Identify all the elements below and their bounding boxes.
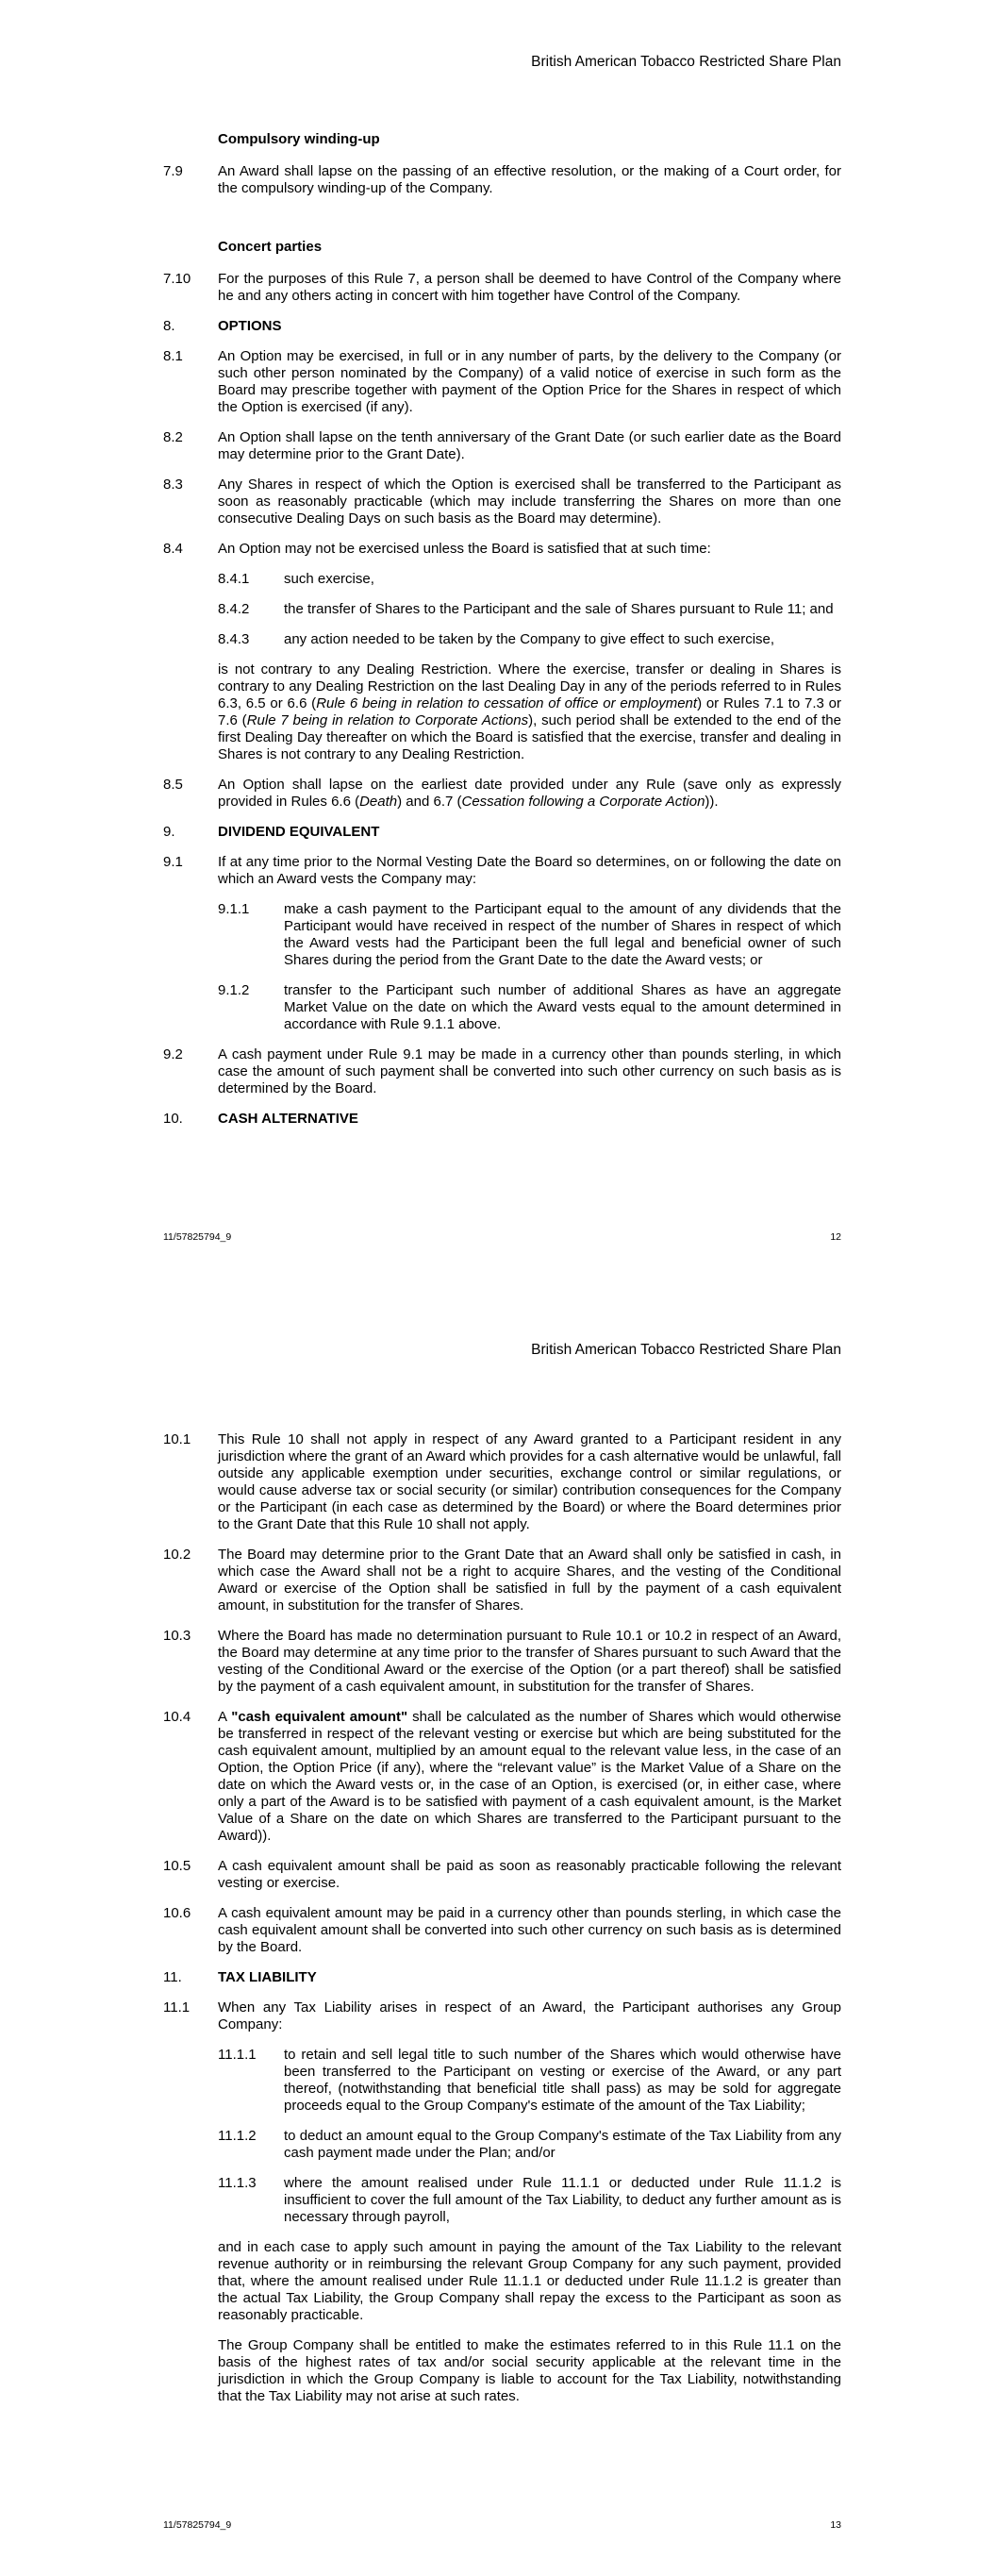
rule-text: An Award shall lapse on the passing of an effective resolution, or the making of a Court order, for the compulsory winding-up of the Company.: [218, 163, 841, 196]
section-heading-tax-liability: [163, 1969, 841, 1986]
rule-text: Where the Board has made no determination pursuant to Rule 10.1 or 10.2 in respect of an Award, the Board may determine at any time prior to the transfer of Shares pursuant to such Award that the vesting of the Conditional Award or the exercise of the Option (or a part thereof) shall be satisfied by the payment of a cash equivalent amount, in substitution for the transfer of Shares.: [218, 1628, 841, 1695]
rule-number: 10.6: [163, 1905, 191, 1921]
section-number: 9.: [163, 824, 175, 840]
rule-8-4-continuation: [218, 661, 841, 763]
rule-10-2: [163, 1547, 841, 1614]
section-title: OPTIONS: [218, 318, 282, 334]
text-run: )).: [705, 794, 719, 810]
sub-rule-text: the transfer of Shares to the Participant and the sale of Shares pursuant to Rule 11; and: [284, 601, 834, 617]
rule-8-3: [163, 477, 841, 527]
section-heading-options: [163, 318, 841, 335]
footer-document-reference: 11/57825794_9: [163, 1231, 232, 1243]
rule-number: 7.9: [163, 163, 183, 179]
rule-text: When any Tax Liability arises in respect of an Award, the Participant authorises any Group Company:: [218, 1999, 841, 2032]
rule-number: 10.2: [163, 1547, 191, 1563]
section-heading-dividend-equivalent: [163, 824, 841, 841]
rule-number: 11.1: [163, 1999, 191, 2016]
rule-8-4-1: [218, 571, 841, 588]
sub-heading-concert-parties: Concert parties: [218, 239, 323, 255]
rule-text: [218, 1709, 841, 1845]
text-run: ) and 6.7 (: [397, 794, 462, 810]
rule-8-2: [163, 429, 841, 463]
rule-text: This Rule 10 shall not apply in respect of any Award granted to a Participant resident in any jurisdiction where the grant of an Award which provides for a cash alternative would be unlawful, fall outside any applicable exemption under securities, exchange control or similar regulations, or would cause adverse tax or social security (or similar) contribution consequences for the Company or the Participant (in each case as determined by the Board) or where the Board determines prior to the Grant Date that this Rule 10 shall not apply.: [218, 1431, 841, 1532]
rule-8-4-3: [218, 631, 841, 648]
rule-10-3: [163, 1628, 841, 1696]
rule-9-1: [163, 854, 841, 888]
footer-document-reference: 11/57825794_9: [163, 2519, 232, 2531]
page-body: [163, 1431, 841, 2418]
sub-heading-compulsory-winding-up: Compulsory winding-up: [218, 131, 380, 147]
section-number: 11.: [163, 1969, 182, 1985]
rule-11-1-estimates-paragraph: The Group Company shall be entitled to make the estimates referred to in this Rule 11.1 on the basis of the highest rates of tax and/or social security applicable at the relevant time in the jurisdiction in which the Group Company is liable to account for the Tax Liability, notwithstanding that the Tax Liability may not arise at such rates.: [218, 2337, 841, 2404]
text-run: is not contrary to any Dealing Restriction. Where the exercise, transfer or dealing in Shares is contrary to any Dealing Restriction on the last Dealing Day in any of the periods referred to in Rules 6.3, 6.5 or 6.6 (: [218, 661, 841, 711]
rule-number: 8.5: [163, 777, 183, 793]
section-number: 10.: [163, 1111, 183, 1127]
rule-number: 9.1: [163, 854, 183, 870]
rule-text: An Option may not be exercised unless the Board is satisfied that at such time:: [218, 541, 711, 557]
rule-11-1-1: [218, 2047, 841, 2115]
text-run: A: [218, 1709, 232, 1725]
footer-page-number: 13: [830, 2519, 841, 2531]
page-header: British American Tobacco Restricted Share Plan: [531, 1342, 841, 1358]
defined-term: "cash equivalent amount": [231, 1709, 408, 1725]
sub-rule-number: 8.4.1: [218, 571, 250, 587]
sub-rule-text: to retain and sell legal title to such number of the Shares which would otherwise have been transferred to the Participant on vesting or exercise of the Award, or any part thereof, (notwithstanding that beneficial title shall pass) as may be sold for aggregate proceeds equal to the Group Company's estimate of the amount of the Tax Liability;: [284, 2047, 841, 2114]
rule-text: A cash payment under Rule 9.1 may be made in a currency other than pounds sterling, in which case the amount of such payment shall be converted into such other currency on such basis as is determined by the Board.: [218, 1046, 841, 1096]
rule-text: An Option shall lapse on the tenth anniversary of the Grant Date (or such earlier date as the Board may determine prior to the Grant Date).: [218, 429, 841, 462]
page-body: [163, 131, 841, 1141]
rule-text: An Option may be exercised, in full or in any number of parts, by the delivery to the Company (or such other person nominated by the Company) of a valid notice of exercise in such form as the Board may prescribe together with payment of the Option Price for the Shares in respect of which the Option is exercised (if any).: [218, 348, 841, 415]
text-run: ), such period shall be extended to the end of the first Dealing Day thereafter on which the Board is satisfied that the exercise, transfer and dealing in Shares is not contrary to any Dealing Restriction.: [218, 712, 841, 762]
rule-number: 8.4: [163, 541, 183, 557]
italic-run: Cessation following a Corporate Action: [461, 794, 705, 810]
sub-rule-text: any action needed to be taken by the Company to give effect to such exercise,: [284, 631, 775, 647]
rule-text: A cash equivalent amount may be paid in a currency other than pounds sterling, in which case the cash equivalent amount shall be converted into such other currency on such basis as is determined by the Board.: [218, 1905, 841, 1955]
rule-9-1-1: [218, 901, 841, 969]
section-heading-cash-alternative: [163, 1111, 841, 1128]
sub-rule-number: 8.4.3: [218, 631, 250, 647]
sub-rule-text: to deduct an amount equal to the Group Company's estimate of the Tax Liability from any cash payment made under the Plan; and/or: [284, 2128, 841, 2161]
rule-number: 10.3: [163, 1628, 191, 1644]
page-header: British American Tobacco Restricted Share Plan: [531, 54, 841, 70]
rule-8-4: [163, 541, 841, 558]
section-title: DIVIDEND EQUIVALENT: [218, 824, 380, 840]
rule-text: [218, 777, 841, 811]
sub-rule-number: 8.4.2: [218, 601, 250, 617]
rule-8-1: [163, 348, 841, 416]
section-title: CASH ALTERNATIVE: [218, 1111, 358, 1127]
sub-rule-text: such exercise,: [284, 571, 374, 587]
sub-rule-text: transfer to the Participant such number of additional Shares as have an aggregate Market Value on the date on which the Award vests equal to the amount determined in accordance with Rule 9.1.1 above.: [284, 982, 841, 1032]
rule-10-4: [163, 1709, 841, 1845]
italic-run: Rule 7 being in relation to Corporate Actions: [246, 712, 529, 728]
rule-number: 8.2: [163, 429, 183, 445]
rule-text: For the purposes of this Rule 7, a person shall be deemed to have Control of the Company where he and any others acting in concert with him together have Control of the Company.: [218, 271, 841, 304]
italic-run: Death: [359, 794, 398, 810]
text-run: ) or Rules 7.1 to 7.3 or 7.6 (: [218, 695, 841, 728]
sub-rule-number: 11.1.2: [218, 2128, 257, 2144]
rule-11-1-continuation: and in each case to apply such amount in paying the amount of the Tax Liability to the relevant revenue authority or in reimbursing the relevant Group Company for any such payment, provided that, where the amount realised under Rule 11.1.1 or deducted under Rule 11.1.2 is greater than the actual Tax Liability, the Group Company shall repay the excess to the Participant as soon as reasonably practicable.: [218, 2239, 841, 2323]
rule-text: A cash equivalent amount shall be paid as soon as reasonably practicable following the relevant vesting or exercise.: [218, 1858, 841, 1891]
text-run: An Option shall lapse on the earliest date provided under any Rule (save only as expressly provided in Rules 6.6 (: [218, 777, 841, 810]
rule-number: 8.1: [163, 348, 183, 364]
rule-number: 10.4: [163, 1709, 191, 1725]
rule-11-1: [163, 1999, 841, 2033]
text-run: shall be calculated as the number of Shares which would otherwise be transferred in respect of the relevant vesting or exercise but which are being substituted for the cash equivalent amount, multiplied by an amount equal to the relevant value less, in the case of an Option, the Option Price (if any), where the “relevant value” is the Market Value of a Share on the date on which the Award vests or, in the case of an Option, is exercised (or, in either case, where only a part of the Award is to be satisfied with payment of a cash equivalent amount, is the Market Value of a Share on the date on which Shares are transferred to the Participant pursuant to the Award)).: [218, 1709, 841, 1844]
rule-11-1-2: [218, 2128, 841, 2162]
footer-page-number: 12: [830, 1231, 841, 1243]
rule-number: 8.3: [163, 477, 183, 493]
sub-rule-number: 11.1.3: [218, 2175, 257, 2191]
rule-number: 9.2: [163, 1046, 183, 1062]
rule-10-5: [163, 1858, 841, 1892]
rule-number: 10.1: [163, 1431, 191, 1447]
rule-7-10: [163, 271, 841, 305]
rule-10-6: [163, 1905, 841, 1956]
rule-text: Any Shares in respect of which the Option is exercised shall be transferred to the Participant as soon as reasonably practicable (which may include transferring the Shares on more than one consecutive Dealing Days on such basis as the Board may determine).: [218, 477, 841, 527]
rule-9-2: [163, 1046, 841, 1097]
sub-rule-text: make a cash payment to the Participant equal to the amount of any dividends that the Participant would have received in respect of the number of Shares in respect of which the Award vests had the Participant been the full legal and beneficial owner of such Shares during the period from the Grant Date to the date the Award vests; or: [284, 901, 841, 968]
sub-rule-number: 9.1.1: [218, 901, 250, 917]
section-number: 8.: [163, 318, 175, 334]
rule-11-1-3: [218, 2175, 841, 2226]
sub-rule-number: 9.1.2: [218, 982, 250, 998]
rule-number: 7.10: [163, 271, 191, 287]
rule-7-9: [163, 163, 841, 197]
section-title: TAX LIABILITY: [218, 1969, 317, 1985]
rule-8-4-2: [218, 601, 841, 618]
italic-run: Rule 6 being in relation to cessation of office or employment: [316, 695, 698, 711]
rule-9-1-2: [218, 982, 841, 1033]
rule-text: If at any time prior to the Normal Vesting Date the Board so determines, on or following the date on which an Award vests the Company may:: [218, 854, 841, 887]
rule-8-5: [163, 777, 841, 811]
sub-rule-number: 11.1.1: [218, 2047, 257, 2063]
sub-rule-text: where the amount realised under Rule 11.1.1 or deducted under Rule 11.1.2 is insufficient to cover the full amount of the Tax Liability, to deduct any further amount as is necessary through payroll,: [284, 2175, 841, 2225]
rule-text: The Board may determine prior to the Grant Date that an Award shall only be satisfied in cash, in which case the Award shall not be a right to acquire Shares, and the vesting of the Conditional Award or exercise of the Option shall be satisfied in full by the payment of a cash equivalent amount, in substitution for the transfer of Shares.: [218, 1547, 841, 1614]
document-page-13: [0, 1288, 995, 2576]
rule-10-1: [163, 1431, 841, 1533]
rule-number: 10.5: [163, 1858, 191, 1874]
